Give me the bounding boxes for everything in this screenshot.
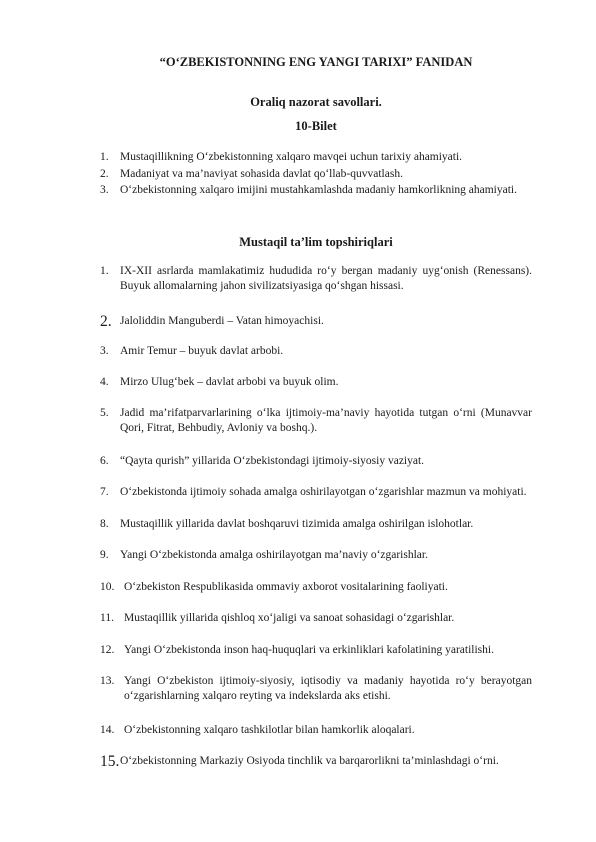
question-number: 3. [100,184,109,196]
task-text: Amir Temur – buyuk davlat arbobi. [120,345,284,357]
task-text: O‘zbekistonning Markaziy Osiyoda tinchlik va barqarorlikni ta’minlashdagi o‘rni. [120,755,499,767]
task-text: Mustaqillik yillarida qishloq xo‘jaligi va sanoat sohasidagi o‘zgarishlar. [124,612,455,624]
ticket-number: 10-Bilet [295,119,337,133]
task-text: IX-XII asrlarda mamlakatimiz hududida ro‘y bergan madaniy uyg‘onish (Renessans). Buyuk allomalarning jahon sivilizatsiyasiga qo‘shgan hissasi. [120,265,532,292]
task-item [100,485,532,500]
task-number: 14. [100,724,115,736]
task-number: 12. [100,644,115,656]
task-text: O‘zbekistonda ijtimoiy sohada amalga oshirilayotgan o‘zgarishlar mazmun va mohiyati. [120,486,527,498]
task-item [100,314,532,329]
task-item [100,406,532,436]
question-item [100,182,532,199]
task-number: 2. [100,313,112,330]
task-number: 8. [100,518,109,530]
task-number: 3. [100,345,109,357]
task-item [100,754,532,769]
task-item [100,517,532,532]
task-item [100,723,532,738]
task-text: Yangi O‘zbekistonda inson haq-huquqlari va erkinliklari kafolatining yaratilishi. [124,644,494,656]
tasks-heading: Mustaqil ta’lim topshiriqlari [239,235,393,249]
question-list [100,149,532,199]
task-item [100,264,532,294]
task-number: 4. [100,376,109,388]
question-text: Madaniyat va ma’naviyat sohasida davlat qo‘llab-quvvatlash. [120,167,403,180]
question-number: 2. [100,167,109,180]
task-item [100,611,532,626]
document-title: “O‘ZBEKISTONNING ENG YANGI TARIXI” FANIDAN [159,55,473,69]
task-number: 7. [100,486,109,498]
task-item [100,674,532,704]
task-number: 15. [100,753,120,770]
task-item [100,454,532,469]
question-item [100,166,532,183]
question-number: 1. [100,151,109,163]
task-number: 9. [100,549,109,561]
task-text: Jadid ma’rifatparvarlarining o‘lka ijtimoiy-ma’naviy hayotida tutgan o‘rni (Munavvar Qori, Fitrat, Behbudiy, Avloniy va boshq.). [120,407,532,434]
task-item [100,344,532,359]
task-text: Yangi O‘zbekiston ijtimoiy-siyosiy, iqtisodiy va madaniy hayotida ro‘y berayotgan o‘zgarishlarning xalqaro reyting va indekslarda aks etishi. [124,675,532,702]
task-text: Jaloliddin Manguberdi – Vatan himoyachisi. [120,315,324,327]
question-text: Mustaqillikning O‘zbekistonning xalqaro mavqei uchun tarixiy ahamiyati. [120,151,463,163]
document-subtitle: Oraliq nazorat savollari. [250,95,382,109]
task-text: Mirzo Ulug‘bek – davlat arbobi va buyuk olim. [120,376,339,388]
question-item [100,149,532,166]
task-text: Yangi O‘zbekistonda amalga oshirilayotgan ma’naviy o‘zgarishlar. [120,549,428,561]
task-text: O‘zbekiston Respublikasida ommaviy axborot vositalarining faoliyati. [124,581,448,593]
task-text: O‘zbekistonning xalqaro tashkilotlar bilan hamkorlik aloqalari. [124,724,415,736]
task-number: 13. [100,675,115,687]
task-item [100,548,532,563]
task-number: 6. [100,455,109,467]
task-item [100,375,532,390]
task-text: “Qayta qurish” yillarida O‘zbekistondagi ijtimoiy-siyosiy vaziyat. [120,455,425,467]
question-text: O‘zbekistonning xalqaro imijini mustahkamlashda madaniy hamkorlikning ahamiyati. [120,184,517,196]
task-number: 11. [100,612,114,624]
task-number: 5. [100,407,109,419]
task-number: 10. [100,581,115,593]
task-text: Mustaqillik yillarida davlat boshqaruvi tizimida amalga oshirilgan islohotlar. [120,518,474,530]
task-item [100,580,532,595]
task-number: 1. [100,265,109,277]
task-item [100,643,532,658]
